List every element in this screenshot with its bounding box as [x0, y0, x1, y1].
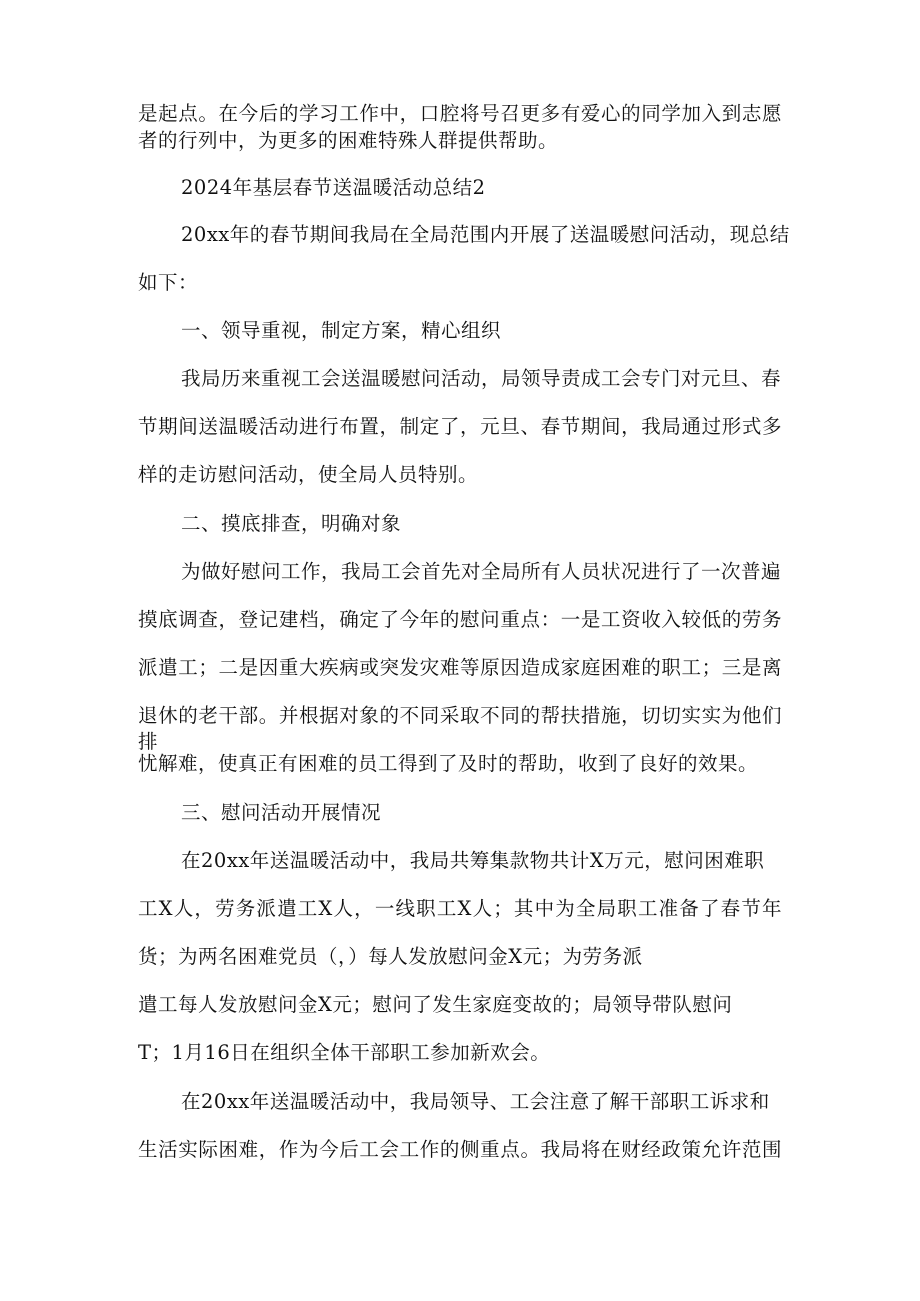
paragraph-line: 在20xx年送温暖活动中，我局领导、工会注意了解干部职工诉求和 — [181, 1090, 770, 1113]
paragraph-line: 节期间送温暖活动进行布置，制定了，元旦、春节期间，我局通过形式多 — [138, 415, 782, 438]
paragraph-line: 在20xx年送温暖活动中，我局共筹集款物共计X万元，慰问困难职 — [181, 849, 765, 872]
paragraph-line: 样的走访慰问活动，使全局人员特别。 — [138, 463, 479, 486]
paragraph-line: 工X人，劳务派遣工X人，一线职工X人；其中为全局职工准备了春节年 — [138, 897, 782, 920]
paragraph-line: 者的行列中，为更多的困难特殊人群提供帮助。 — [138, 129, 559, 152]
section-title: 2024年基层春节送温暖活动总结2 — [181, 176, 486, 199]
paragraph-line: 货；为两名困难党员（，）每人发放慰问金X元；为劳务派 — [138, 945, 643, 968]
paragraph-line: 如下： — [138, 271, 199, 294]
section-heading: 二、摸底排查，明确对象 — [181, 512, 402, 535]
section-heading: 一、领导重视，制定方案，精心组织 — [181, 319, 502, 342]
paragraph-line: 是起点。在今后的学习工作中，口腔将号召更多有爱心的同学加入到志愿 — [138, 102, 782, 125]
paragraph-line: 摸底调查，登记建档，确定了今年的慰问重点：一是工资收入较低的劳务 — [138, 608, 782, 631]
paragraph-line: 忧解难，使真正有困难的员工得到了及时的帮助，收到了良好的效果。 — [138, 752, 759, 775]
paragraph-line: 20xx年的春节期间我局在全局范围内开展了送温暖慰问活动，现总结 — [181, 223, 790, 246]
paragraph-line: 遣工每人发放慰问金X元；慰问了发生家庭变故的；局领导带队慰问 — [138, 993, 733, 1016]
paragraph-line: 生活实际困难，作为今后工会工作的侧重点。我局将在财经政策允许范围 — [138, 1138, 782, 1161]
paragraph-line: T；1月16日在组织全体干部职工参加新欢会。 — [138, 1041, 551, 1064]
section-heading: 三、慰问活动开展情况 — [181, 801, 382, 824]
paragraph-line: 派遣工；二是因重大疾病或突发灾难等原因造成家庭困难的职工；三是离 — [138, 656, 782, 679]
paragraph-line: 我局历来重视工会送温暖慰问活动，局领导责成工会专门对元旦、春 — [181, 367, 782, 390]
paragraph-line: 为做好慰问工作，我局工会首先对全局所有人员状况进行了一次普遍 — [181, 560, 782, 583]
paragraph-line: 退休的老干部。并根据对象的不同采取不同的帮扶措施，切切实实为他们排 — [138, 704, 782, 753]
